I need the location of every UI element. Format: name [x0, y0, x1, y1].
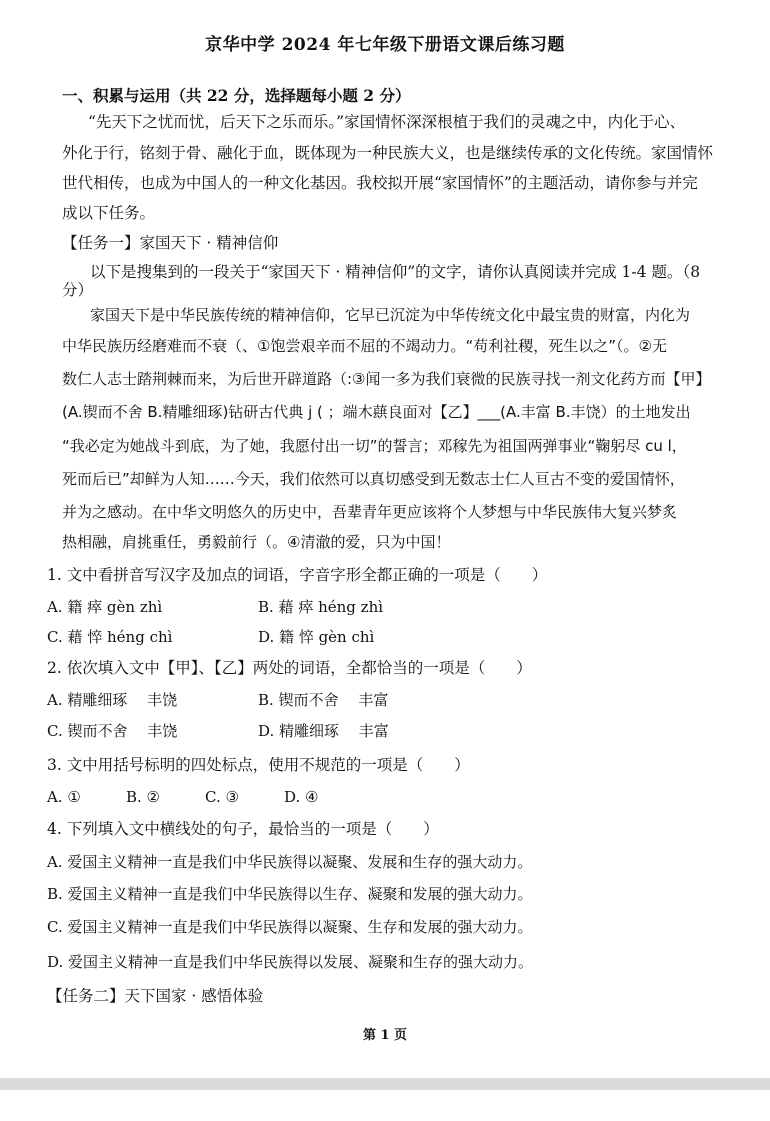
intro-line-2: 外化于行，铭刻于骨、融化于血，既体现为一种民族大义，也是继续传承的文化传统。家国情怀: [62, 144, 714, 162]
question-2-option-d: D. 精雕细琢 丰富: [258, 722, 389, 740]
question-3-option-b: B. ②: [126, 788, 161, 806]
question-4-option-a: A. 爱国主义精神一直是我们中华民族得以凝聚、发展和生存的强大动力。: [47, 853, 533, 871]
question-4-option-c: C. 爱国主义精神一直是我们中华民族得以凝聚、生存和发展的强大动力。: [47, 918, 533, 936]
question-4-stem: 4. 下列填入文中横线处的句子，最恰当的一项是（ ）: [47, 820, 439, 838]
question-3-option-c: C. ③: [205, 788, 239, 806]
passage-line-6: 死而后已”却鲜为人知……今天，我们依然可以真切感受到无数志士仁人亘古不变的爱国情怀，: [62, 470, 685, 488]
question-3-stem: 3. 文中用括号标明的四处标点，使用不规范的一项是（ ）: [47, 756, 470, 774]
intro-line-4: 成以下任务。: [62, 204, 156, 222]
exam-title: 京华中学 2024 年七年级下册语文课后练习题: [205, 35, 565, 55]
task1-intro-line-2: 分）: [62, 281, 94, 299]
passage-line-7: 并为之感动。在中华文明悠久的历史中，吾辈青年更应该将个人梦想与中华民族伟大复兴梦炙: [62, 503, 678, 521]
passage-line-4: (A.锲而不舍 B.精雕细琢)钻研古代典 j ( ；端木蕻良面对【乙】___(A.丰富 B.丰饶）的土地发出: [62, 403, 691, 421]
question-1-option-c: C. 藉 悴 héng chì: [47, 628, 173, 646]
passage-line-8: 热相融，肩挑重任，勇毅前行（。④清澈的爱，只为中国！: [62, 533, 451, 551]
section-heading: 一、积累与运用（共 22 分，选择题每小题 2 分）: [62, 86, 411, 105]
next-page-edge: [0, 1090, 770, 1121]
page-divider: [0, 1078, 770, 1090]
question-4-option-b: B. 爱国主义精神一直是我们中华民族得以生存、凝聚和发展的强大动力。: [47, 885, 533, 903]
task1-heading: 【任务一】家国天下 · 精神信仰: [62, 234, 279, 252]
intro-line-3: 世代相传，也成为中国人的一种文化基因。我校拟开展“家国情怀”的主题活动，请你参与并完: [62, 174, 698, 192]
page-number: 第 1 页: [362, 1028, 408, 1043]
passage-line-1: 家国天下是中华民族传统的精神信仰，它早已沉淀为中华传统文化中最宝贵的财富，内化为: [90, 306, 691, 324]
intro-line-1: “先天下之忧而忧，后天下之乐而乐。”家国情怀深深根植于我们的灵魂之中，内化于心、: [88, 113, 686, 131]
question-3-option-a: A. ①: [47, 788, 81, 806]
question-4-option-d: D. 爱国主义精神一直是我们中华民族得以发展、凝聚和生存的强大动力。: [47, 953, 534, 971]
passage-line-5: “我必定为她战斗到底，为了她，我愿付出一切”的誓言；邓稼先为祖国两弹事业“鞠躬尽 cu l，: [62, 437, 687, 455]
task1-intro-line-1: 以下是搜集到的一段关于“家国天下 · 精神信仰”的文字，请你认真阅读并完成 1-4 题。（8: [90, 263, 701, 281]
task2-heading: 【任务二】天下国家 · 感悟体验: [47, 987, 264, 1005]
question-2-option-c: C. 锲而不舍 丰饶: [47, 722, 178, 740]
question-1-option-b: B. 藉 瘁 héng zhì: [258, 598, 384, 616]
question-2-option-a: A. 精雕细琢 丰饶: [47, 691, 178, 709]
question-3-option-d: D. ④: [284, 788, 319, 806]
question-2-stem: 2. 依次填入文中【甲】、【乙】两处的词语，全都恰当的一项是（ ）: [47, 659, 532, 677]
question-1-stem: 1. 文中看拼音写汉字及加点的词语，字音字形全都正确的一项是（ ）: [47, 566, 548, 584]
question-2-option-b: B. 锲而不舍 丰富: [258, 691, 389, 709]
question-1-option-a: A. 籍 瘁 gèn zhì: [47, 598, 163, 616]
passage-line-3: 数仁人志士踏荆棘而来，为后世开辟道路（:③闻一多为我们衰微的民族寻找一剂文化药方而【甲】: [62, 370, 711, 388]
question-1-option-d: D. 籍 悴 gèn chì: [258, 628, 375, 646]
passage-line-2: 中华民族历经磨难而不衰（、①饱尝艰辛而不屈的不竭动力。“苟利社稷，死生以之”（。②无: [62, 337, 667, 355]
